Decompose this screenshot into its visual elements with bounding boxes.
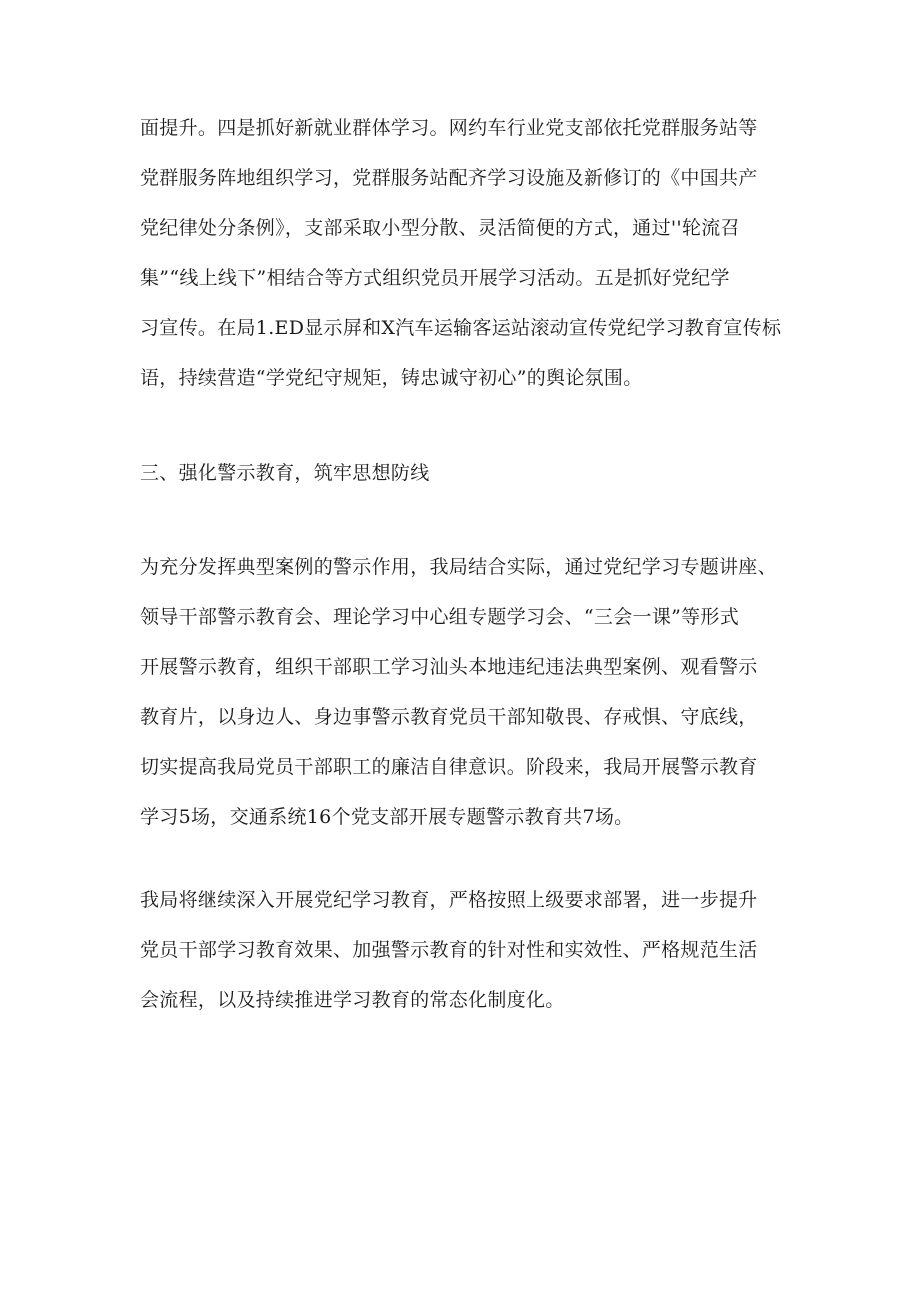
text-line: 语，持续营造“学党纪守规矩，铸忠诚守初心”的舆论氛围。: [140, 367, 643, 389]
text-line: 教育片，以身边人、身边事警示教育党员干部知敬畏、存戒惧、守底线，: [140, 706, 758, 728]
text-line: 党群服务阵地组织学习，党群服务站配齐学习设施及新修订的《中国共产: [140, 167, 758, 189]
paragraph-next-steps: [140, 875, 790, 1025]
paragraph-warning-education: [140, 542, 790, 842]
paragraph-study-activities: [140, 103, 790, 403]
text-line: 习宣传。在局1.ED显示屏和X汽车运输客运站滚动宣传党纪学习教育宣传标: [140, 317, 782, 339]
text-line: 我局将继续深入开展党纪学习教育，严格按照上级要求部署，进一步提升: [140, 889, 758, 911]
section-heading: [140, 448, 790, 498]
text-line: 面提升。四是抓好新就业群体学习。网约车行业党支部依托党群服务站等: [140, 117, 758, 139]
text-line: 领导干部警示教育会、理论学习中心组专题学习会、“三会一课”等形式: [140, 606, 740, 628]
text-line: 切实提高我局党员干部职工的廉洁自律意识。阶段来，我局开展警示教育: [140, 756, 758, 778]
text-line: 党员干部学习教育效果、加强警示教育的针对性和实效性、严格规范生活: [140, 939, 758, 961]
text-line: 为充分发挥典型案例的警示作用，我局结合实际，通过党纪学习专题讲座、: [140, 556, 777, 578]
text-line: 会流程，以及持续推进学习教育的常态化制度化。: [140, 989, 565, 1011]
heading-text: 三、强化警示教育，筑牢思想防线: [140, 462, 430, 484]
text-line: 开展警示教育，组织干部职工学习汕头本地违纪违法典型案例、观看警示: [140, 656, 758, 678]
text-line: 学习5场，交通系统16个党支部开展专题警示教育共7场。: [140, 806, 634, 828]
text-line: 党纪律处分条例》，支部采取小型分散、灵活简便的方式，通过''轮流召: [140, 217, 740, 239]
text-line: 集”“线上线下”相结合等方式组织党员开展学习活动。五是抓好党纪学: [140, 267, 730, 289]
